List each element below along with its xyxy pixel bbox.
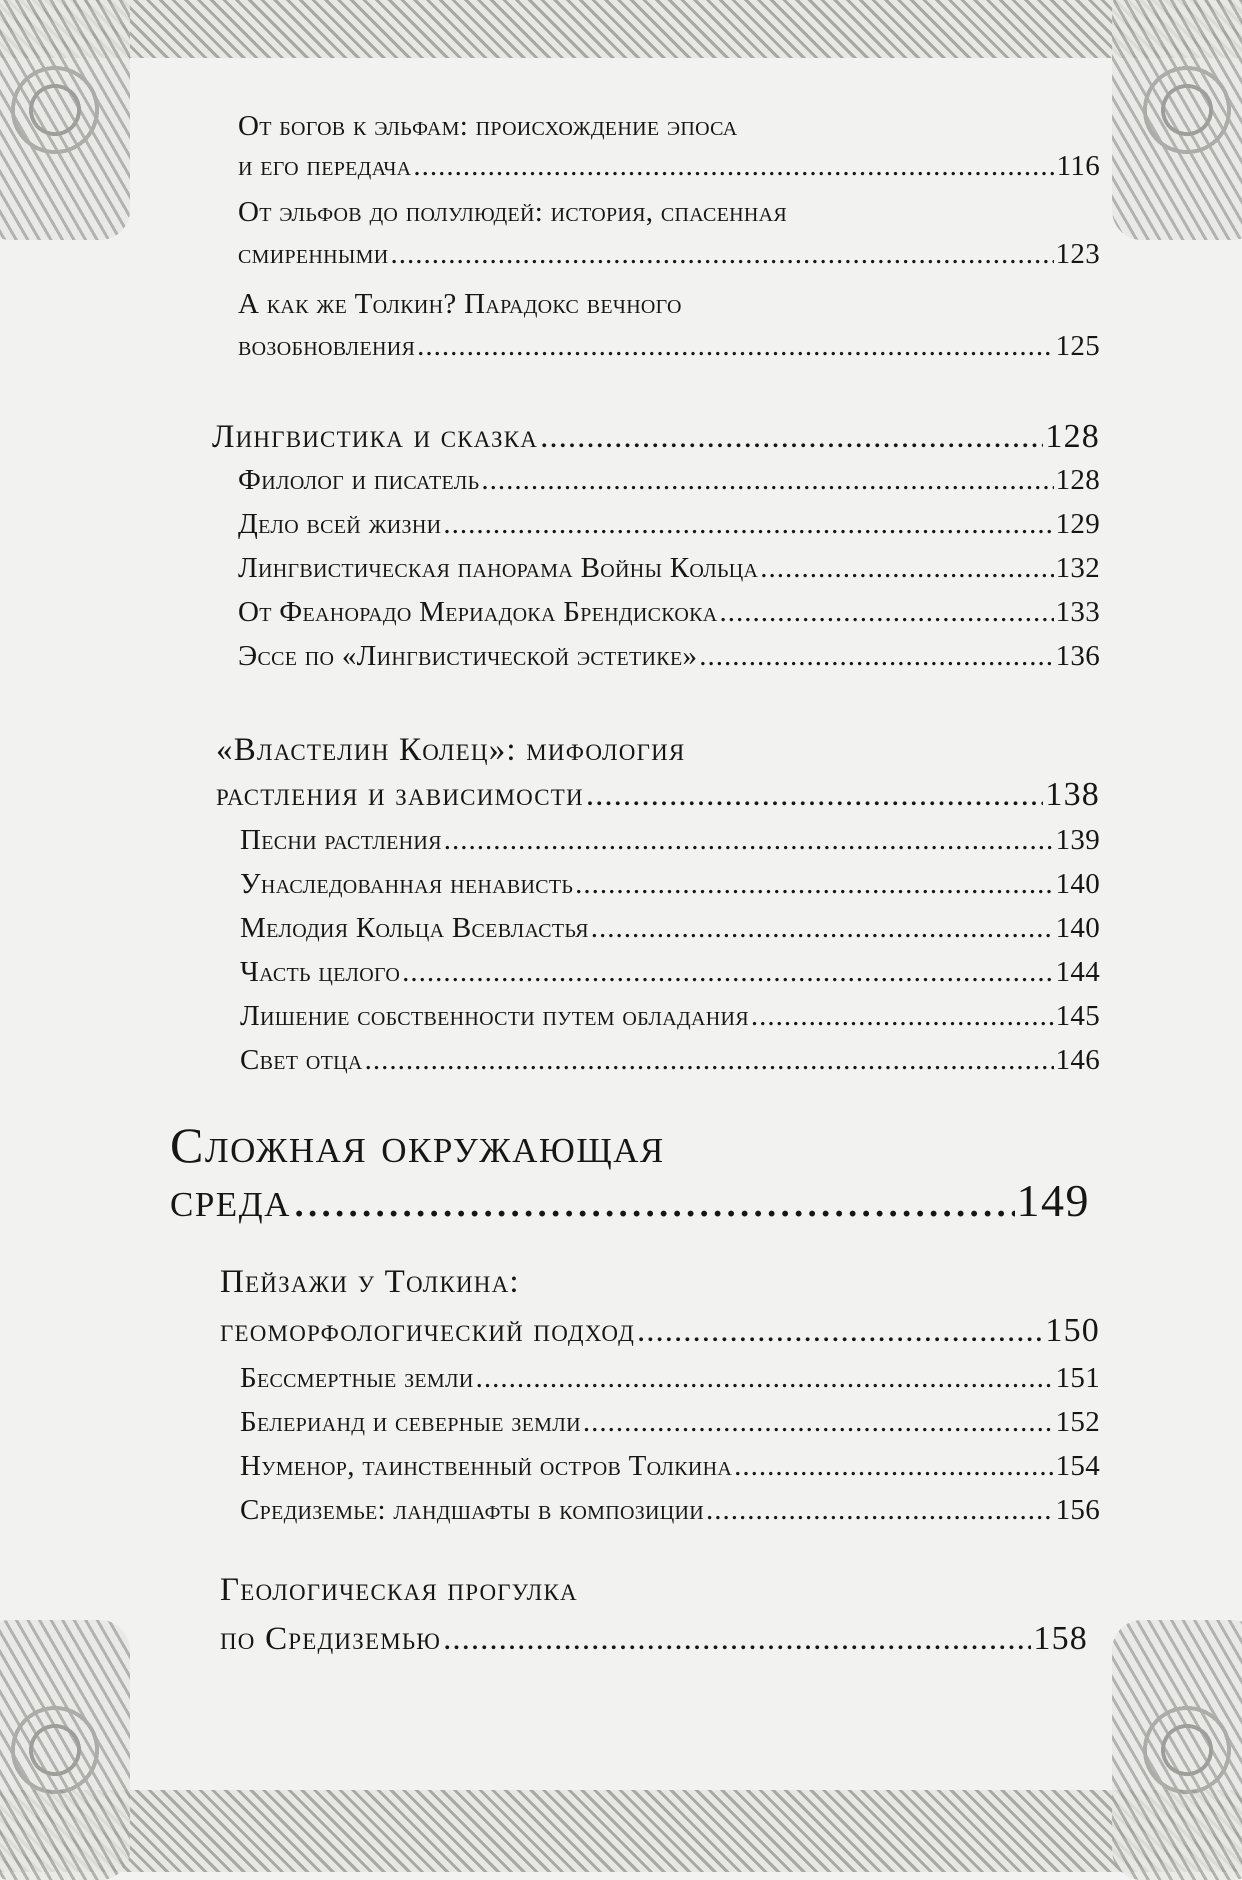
toc-page-number: 139 — [1055, 824, 1100, 856]
dot-leader — [293, 1170, 1015, 1228]
toc-entry — [238, 288, 682, 321]
toc-section — [216, 732, 685, 769]
dot-leader — [402, 956, 1053, 989]
toc-section — [220, 1264, 520, 1301]
toc-page-number: 128 — [1055, 464, 1100, 496]
toc-page-number: 140 — [1055, 868, 1100, 900]
dot-leader — [540, 419, 1043, 456]
toc-entry-title: Лингвистическая панорама Войны Кольца — [238, 552, 759, 584]
toc-page-number: 116 — [1056, 150, 1100, 182]
toc-section — [220, 1572, 578, 1609]
dot-leader — [575, 868, 1053, 901]
toc-entry-title: От Феанорадо Мериадока Брендискока — [238, 596, 718, 628]
toc-entry — [240, 1362, 1100, 1395]
toc-entry-title: и его передача — [238, 150, 412, 182]
toc-section-title: «Властелин Колец»: мифология — [216, 732, 686, 768]
toc-page-number: 152 — [1055, 1406, 1100, 1438]
toc-entry-title: возобновления — [238, 330, 416, 362]
toc-entry — [240, 912, 1100, 945]
toc-entry — [238, 640, 1100, 673]
dot-leader — [706, 1494, 1054, 1527]
toc-section-title: по Средиземью — [220, 1621, 442, 1657]
toc-entry-title: От эльфов до полулюдей: история, спасенная — [238, 196, 788, 228]
toc-page-number: 149 — [1016, 1175, 1090, 1226]
dot-leader — [417, 330, 1053, 363]
toc-page-number: 140 — [1055, 912, 1100, 944]
toc-entry-title: Дело всей жизни — [238, 508, 442, 540]
dot-leader — [390, 238, 1053, 271]
toc-page-number: 146 — [1055, 1044, 1100, 1076]
toc-section-title: геоморфологический подход — [220, 1313, 635, 1349]
toc-entry-title: От богов к эльфам: происхождение эпоса — [238, 110, 738, 142]
toc-entry — [240, 1406, 1100, 1439]
toc-page-number: 158 — [1033, 1620, 1088, 1657]
toc-entry — [238, 330, 1100, 363]
toc-entry — [240, 956, 1100, 989]
toc-entry-title: Филолог и писатель — [238, 464, 480, 496]
toc-entry-title: Средиземье: ландшафты в композиции — [240, 1494, 704, 1526]
toc-page-number: 136 — [1055, 640, 1100, 672]
toc-page-number: 138 — [1045, 776, 1100, 813]
toc-entry-title: смиренными — [238, 238, 389, 270]
toc-section — [216, 776, 1100, 814]
toc-part — [170, 1116, 665, 1174]
toc-entry-title: Бессмертные земли — [240, 1362, 474, 1394]
dot-leader — [719, 596, 1053, 629]
dot-leader — [444, 824, 1054, 857]
toc-entry — [238, 464, 1100, 497]
toc-section — [212, 418, 1100, 456]
toc-entry — [238, 110, 738, 143]
toc-section — [220, 1620, 1088, 1658]
toc-entry-title: Эссе по «Лингвистической эстетике» — [238, 640, 698, 672]
toc-entry — [238, 508, 1100, 541]
toc-entry-title: А как же Толкин? Парадокс вечного — [238, 288, 682, 320]
toc-section-title: Геологическая прогулка — [220, 1572, 578, 1608]
toc-entry-title: Нуменор, таинственный остров Толкина — [240, 1450, 733, 1482]
toc-page-number: 123 — [1055, 238, 1100, 270]
dot-leader — [365, 1044, 1054, 1077]
toc-page-number: 129 — [1055, 508, 1100, 540]
dot-leader — [476, 1362, 1054, 1395]
toc-page-number: 144 — [1055, 956, 1100, 988]
toc-page-number: 151 — [1055, 1362, 1100, 1394]
toc-entry — [240, 1000, 1100, 1033]
dot-leader — [443, 508, 1053, 541]
toc-entry — [238, 196, 787, 229]
toc-page-number: 156 — [1055, 1494, 1100, 1526]
toc-entry — [240, 824, 1100, 857]
toc-entry — [240, 868, 1100, 901]
dot-leader — [481, 464, 1053, 497]
toc-section-title: Лингвистика и сказка — [212, 419, 539, 455]
toc-page-number: 133 — [1055, 596, 1100, 628]
toc-entry — [240, 1450, 1100, 1483]
toc-entry — [238, 552, 1100, 585]
toc-entry-title: Белерианд и северные земли — [240, 1406, 581, 1438]
dot-leader — [734, 1450, 1053, 1483]
toc-entry-title: Часть целого — [240, 956, 401, 988]
toc-entry-title: Унаследованная ненависть — [240, 868, 574, 900]
toc-entry — [240, 1494, 1100, 1527]
dot-leader — [443, 1621, 1031, 1658]
toc-entry-title: Песни растления — [240, 824, 442, 856]
dot-leader — [699, 640, 1053, 673]
dot-leader — [637, 1313, 1043, 1350]
toc-section — [220, 1312, 1100, 1350]
toc-entry — [238, 150, 1100, 183]
toc-entry-title: Лишение собственности путем обладания — [240, 1000, 749, 1032]
dot-leader — [583, 1406, 1054, 1439]
toc-entry — [238, 238, 1100, 271]
toc-entry — [240, 1044, 1100, 1077]
toc-section-title: растления и зависимости — [216, 777, 584, 813]
dot-leader — [591, 912, 1054, 945]
toc-page-number: 128 — [1045, 418, 1100, 455]
dot-leader — [760, 552, 1053, 585]
toc-page-number: 125 — [1055, 330, 1100, 362]
toc-part-title: среда — [170, 1171, 291, 1227]
toc-part — [170, 1170, 1090, 1228]
toc-section-title: Пейзажи у Толкина: — [220, 1264, 520, 1300]
toc-page-number: 154 — [1055, 1450, 1100, 1482]
dot-leader — [413, 150, 1054, 183]
toc-page-number: 145 — [1055, 1000, 1100, 1032]
toc-entry — [238, 596, 1100, 629]
toc-entry-title: Мелодия Кольца Всевластья — [240, 912, 589, 944]
toc-entry-title: Свет отца — [240, 1044, 363, 1076]
toc-page-number: 132 — [1055, 552, 1100, 584]
dot-leader — [586, 777, 1044, 814]
dot-leader — [751, 1000, 1054, 1033]
toc-page-number: 150 — [1045, 1312, 1100, 1349]
toc-part-title: Сложная окружающая — [170, 1117, 665, 1173]
